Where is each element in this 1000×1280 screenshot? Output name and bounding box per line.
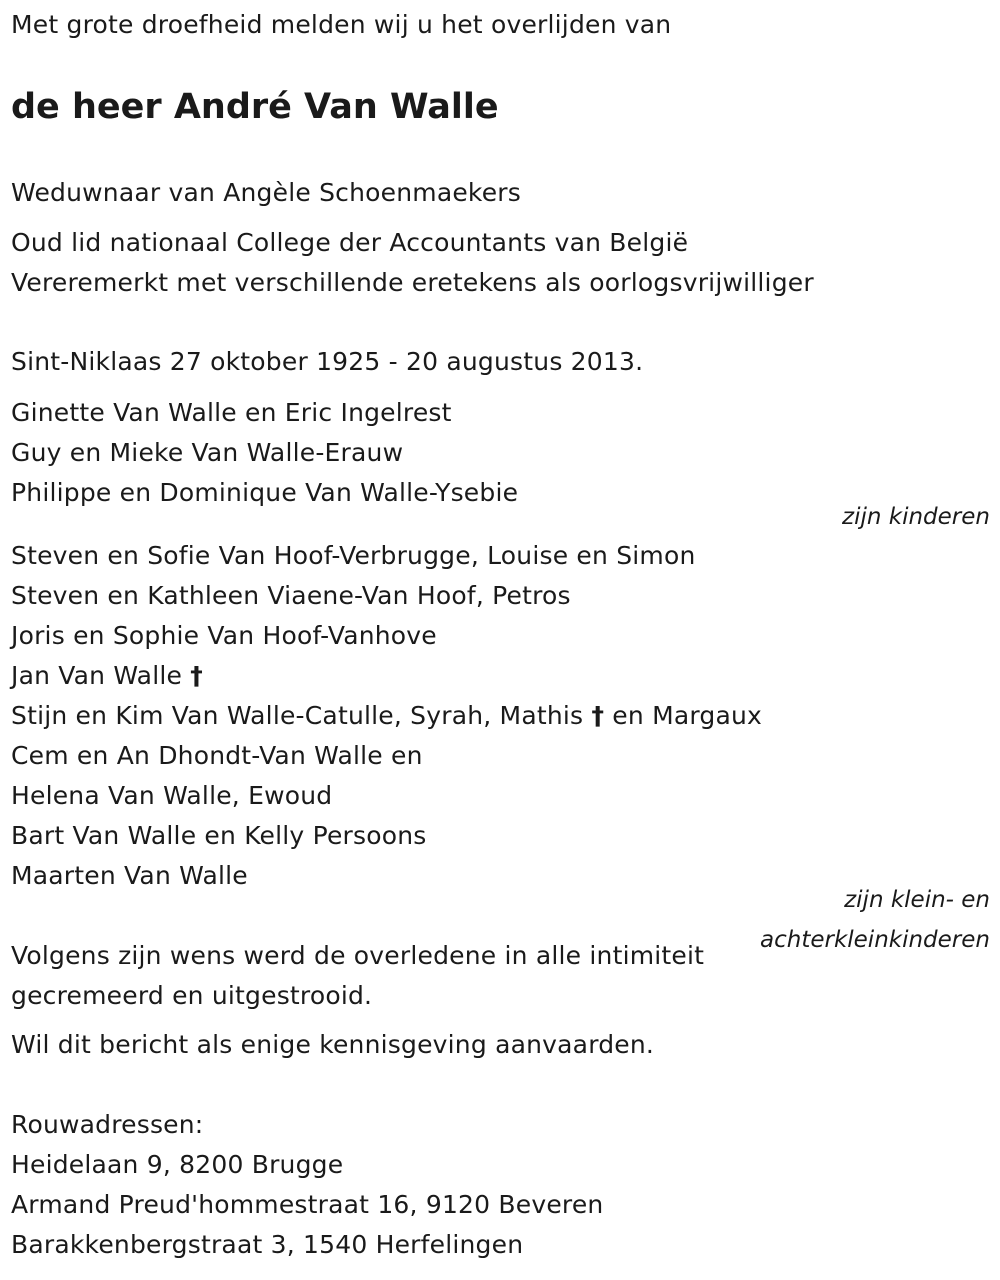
- child-line: Guy en Mieke Van Walle-Erauw: [11, 438, 404, 467]
- grandchild-line: [11, 661, 203, 691]
- life-dates: Sint-Niklaas 27 oktober 1925 - 20 augustus 2013.: [11, 347, 644, 376]
- cross-icon: †: [190, 661, 203, 690]
- grandchild-line: Steven en Kathleen Viaene-Van Hoof, Petros: [11, 581, 571, 610]
- grandchild-names: Stijn en Kim Van Walle-Catulle, Syrah, Mathis: [11, 701, 584, 730]
- grandchild-line: Helena Van Walle, Ewoud: [11, 781, 333, 810]
- grandchild-line: [11, 701, 762, 731]
- profession-line: Oud lid nationaal College der Accountants van België: [11, 228, 689, 257]
- child-line: Ginette Van Walle en Eric Ingelrest: [11, 398, 452, 427]
- widower-line: Weduwnaar van Angèle Schoenmaekers: [11, 178, 521, 207]
- grandchild-line: Bart Van Walle en Kelly Persoons: [11, 821, 427, 850]
- cremation-text: gecremeerd en uitgestrooid.: [11, 981, 373, 1010]
- address-line: Barakkenbergstraat 3, 1540 Herfelingen: [11, 1230, 524, 1259]
- grandchild-name: Jan Van Walle: [11, 661, 183, 690]
- addresses-label: Rouwadressen:: [11, 1110, 204, 1139]
- grandchildren-label: zijn klein- en: [844, 887, 990, 913]
- child-line: Philippe en Dominique Van Walle-Ysebie: [11, 478, 519, 507]
- grandchildren-label: achterkleinkinderen: [760, 927, 990, 953]
- cross-icon: †: [591, 701, 605, 730]
- notice-text: Wil dit bericht als enige kennisgeving aanvaarden.: [11, 1030, 655, 1059]
- intro-text: Met grote droefheid melden wij u het overlijden van: [11, 10, 672, 39]
- grandchild-names-end: en Margaux: [612, 701, 763, 730]
- address-line: Armand Preud'hommestraat 16, 9120 Beveren: [11, 1190, 604, 1219]
- honors-line: Vereremerkt met verschillende eretekens als oorlogsvrijwilliger: [11, 268, 814, 297]
- grandchild-line: Cem en An Dhondt-Van Walle en: [11, 741, 423, 770]
- children-label: zijn kinderen: [842, 504, 990, 530]
- deceased-name: de heer André Van Walle: [11, 87, 499, 127]
- grandchild-line: Maarten Van Walle: [11, 861, 248, 890]
- cremation-text: Volgens zijn wens werd de overledene in alle intimiteit: [11, 941, 705, 970]
- address-line: Heidelaan 9, 8200 Brugge: [11, 1150, 344, 1179]
- grandchild-line: Steven en Sofie Van Hoof-Verbrugge, Louise en Simon: [11, 541, 696, 570]
- grandchild-line: Joris en Sophie Van Hoof-Vanhove: [11, 621, 437, 650]
